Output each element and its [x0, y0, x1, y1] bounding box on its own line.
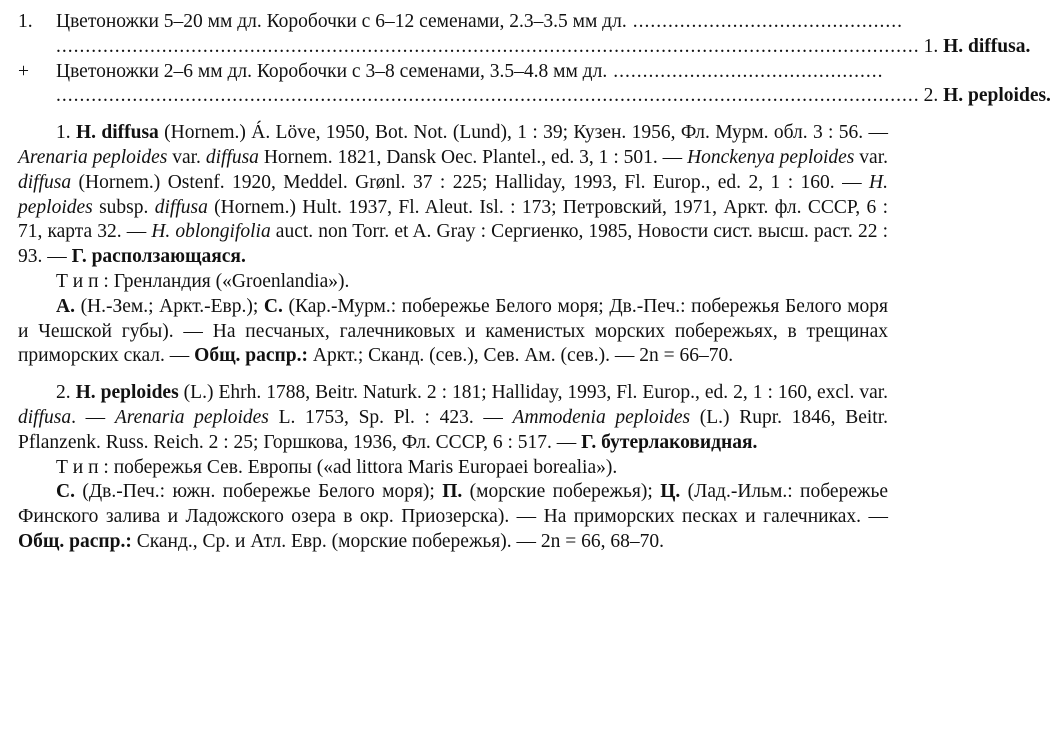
- leader-dots: ..............................................: [613, 60, 884, 82]
- key-number: 1.: [18, 11, 33, 32]
- species-entry-peploides: [18, 381, 888, 555]
- key-number: +: [18, 60, 29, 82]
- leader-dots: ..............................................: [632, 11, 903, 32]
- russian-name: Г. расползающаяся.: [71, 246, 246, 268]
- type-paragraph: Т и п : побережья Сев. Европы («ad littora Maris Europaei borealia»).: [56, 456, 618, 478]
- nomenclature-paragraph: 1. H. diffusa (Hornem.) Á. Löve, 1950, Bot. Not. (Lund), 1 : 39; Кузен. 1956, Фл. Мурм. обл. 3 : 56. — Arenaria peploides var. diffusa Hornem. 1821, Dansk Oec. Plantel., ed. 3, 1 : 501. — Honckenya peploides var. diffusa (Hornem.) Ostenf. 1920, Meddel. Grønl. 37 : 225; Halliday, 1993, Fl. Europ., ed. 2, 1 : 160. — H. peploides subsp. diffusa (Hornem.) Hult. 1937, Fl. Aleut. Isl. : 173; Петровский, 1971, Аркт. фл. СССР, 6 : 71, карта 32. — H. oblongifolia auct. non Torr. et A. Gray : Сергиенко, 1985, Новости сист. высш. раст. 22 : 93. — Г. расползающаяся.: [18, 122, 889, 268]
- species-name: H. diffusa: [75, 122, 159, 144]
- leader-dots: ...................................................................................................................................................: [56, 35, 920, 57]
- key-result: 2. H. peploides.: [923, 85, 1051, 107]
- key-couplet-1: [18, 10, 1031, 60]
- species-entry-diffusa: [18, 121, 888, 369]
- leader-dots: ...................................................................................................................................................: [56, 85, 920, 107]
- identification-key: [18, 10, 1051, 109]
- type-paragraph: Т и п : Гренландия («Groenlandia»).: [56, 270, 350, 292]
- distribution-paragraph: С. (Дв.-Печ.: южн. побережье Белого моря); П. (морские побережья); Ц. (Лад.-Ильм.: побережье Финского залива и Ладожского озера в окр. Приозерска). — На приморских песках и галечниках. — Общ. распр.: Сканд., Ср. и Атл. Евр. (морские побережья). — 2n = 66, 68–70.: [18, 481, 888, 552]
- key-result: 1. H. diffusa.: [923, 35, 1031, 57]
- distribution-paragraph: А. (Н.-Зем.; Аркт.-Евр.); С. (Кар.-Мурм.: побережье Белого моря; Дв.-Печ.: побережья Белого моря и Чешской губы). — На песчаных, галечниковых и каменистых морских побережьях, в трещинах приморских скал. — Общ. распр.: Аркт.; Сканд. (сев.), Сев. Ам. (сев.). — 2n = 66–70.: [18, 295, 888, 367]
- nomenclature-paragraph: 2. H. peploides (L.) Ehrh. 1788, Beitr. Naturk. 2 : 181; Halliday, 1993, Fl. Europ., ed. 2, 1 : 160, excl. var. diffusa. — Arenaria peploides L. 1753, Sp. Pl. : 423. — Ammodenia peploides (L.) Rupr. 1846, Beitr. Pflanzenk. Russ. Reich. 2 : 25; Горшкова, 1936, Фл. СССР, 6 : 517. — Г. бутерлаковидная.: [18, 382, 889, 453]
- species-name: H. peploides: [75, 382, 179, 404]
- russian-name: Г. бутерлаковидная.: [581, 431, 758, 453]
- key-couplet-2: [18, 60, 1051, 110]
- key-text: Цветоножки 5–20 мм дл. Коробочки с 6–12 семенами, 2.3–3.5 мм дл.: [56, 11, 627, 32]
- key-text: Цветоножки 2–6 мм дл. Коробочки с 3–8 семенами, 3.5–4.8 мм дл.: [56, 60, 608, 82]
